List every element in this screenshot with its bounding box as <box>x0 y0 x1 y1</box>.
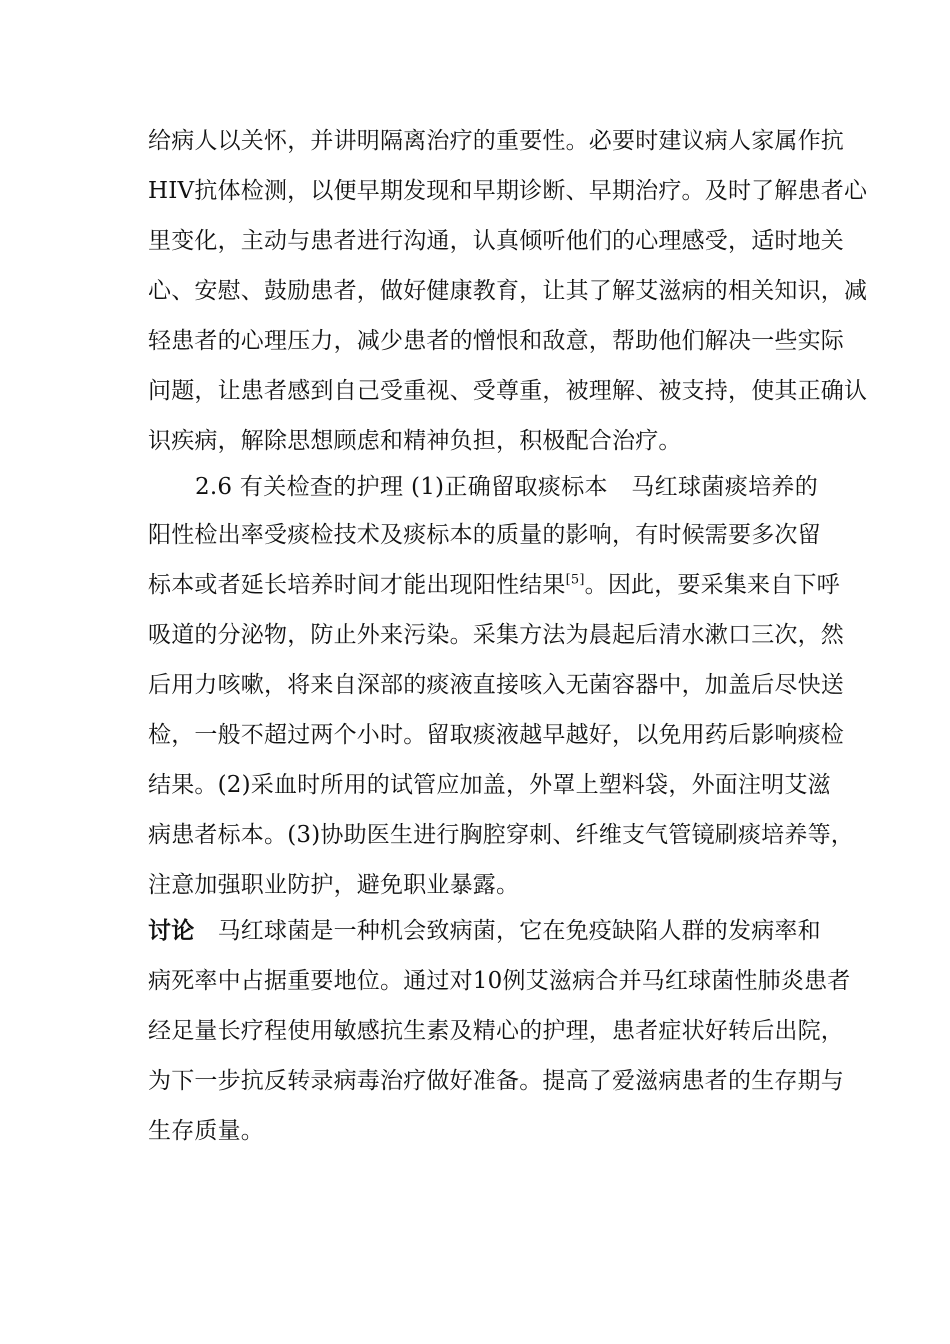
paragraph-1-line-6: 问题，让患者感到自己受重视、受尊重，被理解、被支持，使其正确认 <box>148 378 868 404</box>
paragraph-2-line-1: 2.6 有关检查的护理 (1)正确留取痰标本 马红球菌痰培养的 <box>195 474 818 500</box>
discussion-line-2: 病死率中占据重要地位。通过对10例艾滋病合并马红球菌性肺炎患者 <box>148 968 851 994</box>
paragraph-1-line-1: 给病人以关怀，并讲明隔离治疗的重要性。必要时建议病人家属作抗 <box>148 128 844 154</box>
discussion-line-5: 生存质量。 <box>148 1118 264 1144</box>
paragraph-1-line-5: 轻患者的心理压力，减少患者的憎恨和敌意，帮助他们解决一些实际 <box>148 328 844 354</box>
paragraph-2-line-9: 注意加强职业防护，避免职业暴露。 <box>148 872 520 898</box>
paragraph-2-line-8: 病患者标本。(3)协助医生进行胸腔穿刺、纤维支气管镜刷痰培养等， <box>148 822 854 848</box>
paragraph-1-line-3: 里变化，主动与患者进行沟通，认真倾听他们的心理感受，适时地关 <box>148 228 844 254</box>
discussion-line-1 <box>148 916 821 946</box>
discussion-line-1-text: 马红球菌是一种机会致病菌，它在免疫缺陷人群的发病率和 <box>194 918 821 944</box>
citation-reference: [5] <box>565 572 585 588</box>
paragraph-2-line-3 <box>148 570 840 600</box>
paragraph-1-line-4: 心、安慰、鼓励患者，做好健康教育，让其了解艾滋病的相关知识，减 <box>148 278 868 304</box>
paragraph-1-line-7: 识疾病，解除思想顾虑和精神负担，积极配合治疗。 <box>148 428 682 454</box>
paragraph-2-line-2: 阳性检出率受痰检技术及痰标本的质量的影响，有时候需要多次留 <box>148 522 821 548</box>
paragraph-2-line-3-text-b: 。因此，要采集来自下呼 <box>584 572 840 598</box>
discussion-line-4: 为下一步抗反转录病毒治疗做好准备。提高了爱滋病患者的生存期与 <box>148 1068 844 1094</box>
discussion-heading: 讨论 <box>148 918 195 944</box>
paragraph-1-line-2: HIV抗体检测，以便早期发现和早期诊断、早期治疗。及时了解患者心 <box>148 178 868 204</box>
paragraph-2-line-6: 检，一般不超过两个小时。留取痰液越早越好，以免用药后影响痰检 <box>148 722 844 748</box>
paragraph-2-line-3-text-a: 标本或者延长培养时间才能出现阳性结果 <box>148 572 566 598</box>
paragraph-2-line-5: 后用力咳嗽，将来自深部的痰液直接咳入无菌容器中，加盖后尽快送 <box>148 672 844 698</box>
paragraph-2-line-4: 吸道的分泌物，防止外来污染。采集方法为晨起后清水漱口三次，然 <box>148 622 844 648</box>
discussion-line-3: 经足量长疗程使用敏感抗生素及精心的护理，患者症状好转后出院， <box>148 1018 844 1044</box>
paragraph-2-line-7: 结果。(2)采血时所用的试管应加盖，外罩上塑料袋，外面注明艾滋 <box>148 772 831 798</box>
